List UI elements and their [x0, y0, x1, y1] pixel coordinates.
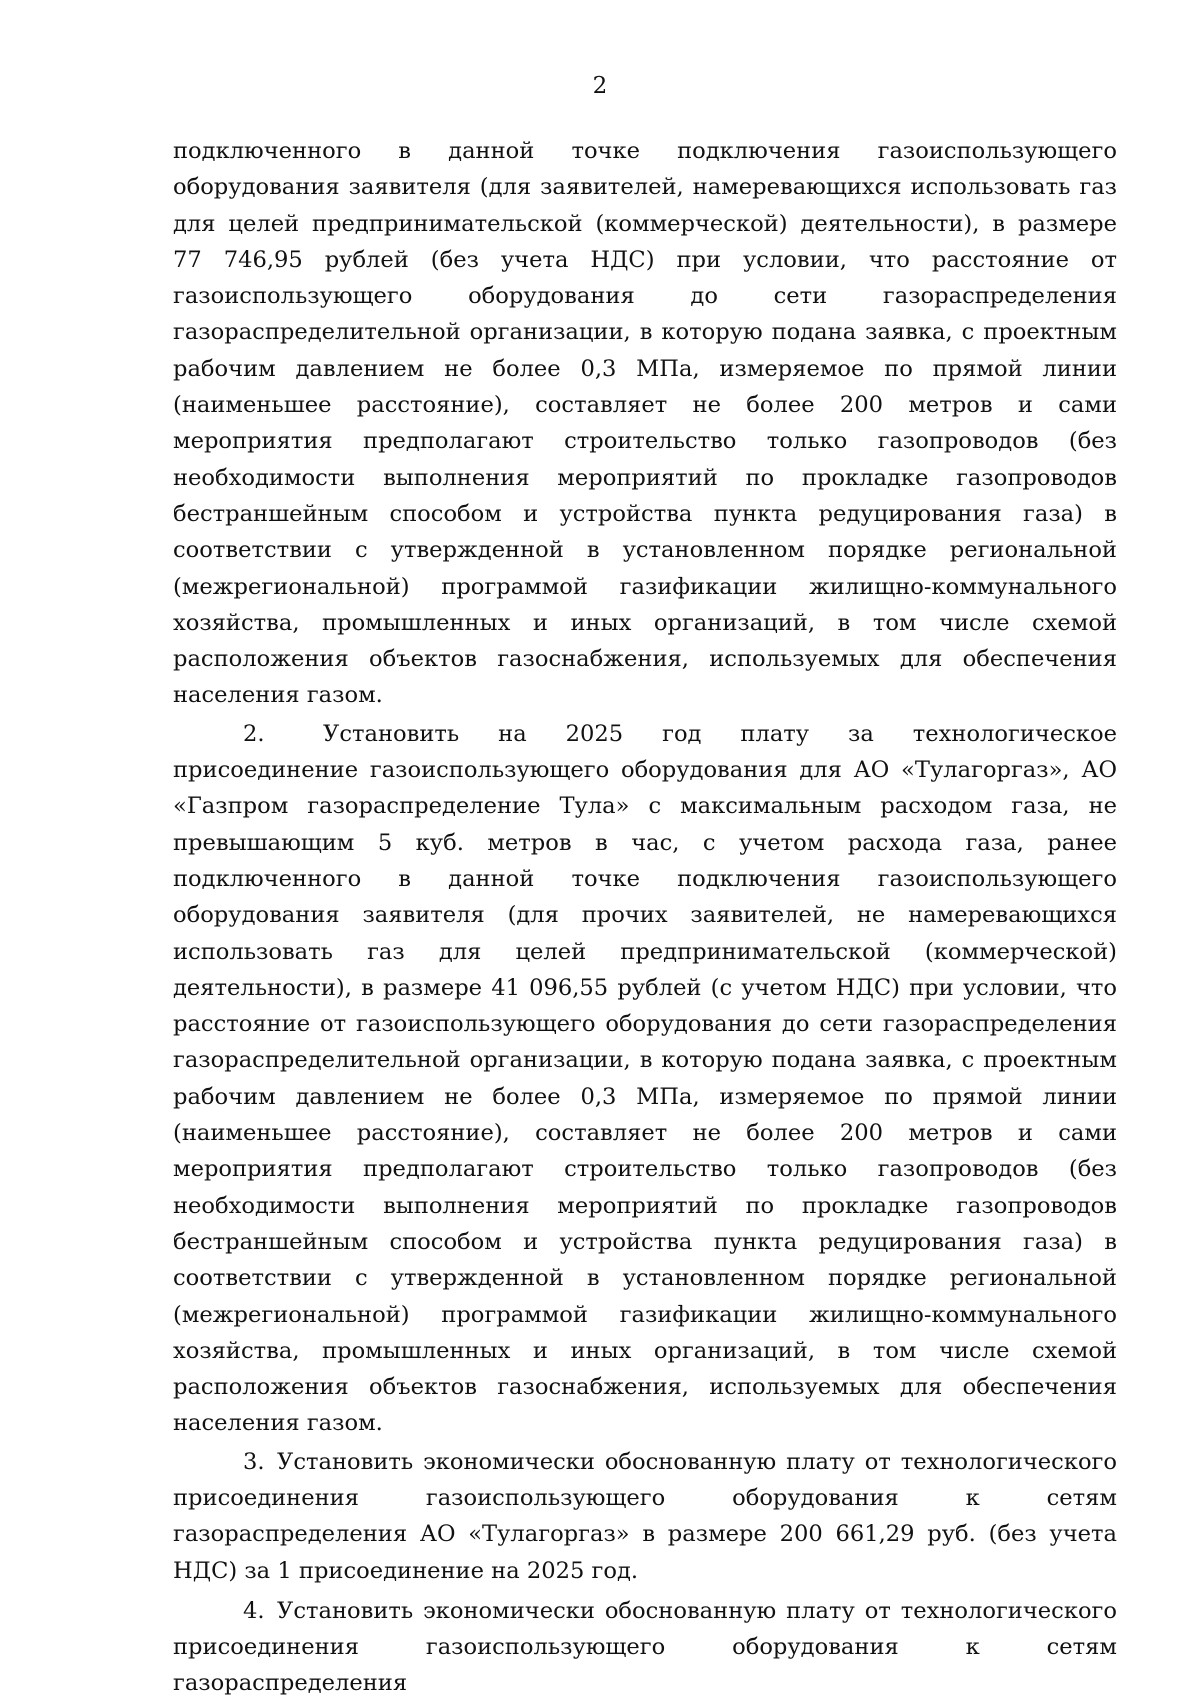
paragraph-3 [173, 1444, 1117, 1589]
paragraph-text: Установить экономически обоснованную плату от технологического присоединения газоиспользующего оборудования к сетям газораспределения [173, 1597, 1117, 1697]
paragraph-1-continuation [173, 133, 1117, 714]
page-number: 2 [592, 73, 608, 99]
paragraph-text: Установить экономически обоснованную плату от технологического присоединения газоиспользующего оборудования к сетям газораспределения АО «Тулагоргаз» в размере 200 661,29 руб. (без учета НДС) за 1 присоединение на 2025 год. [173, 1448, 1117, 1584]
paragraph-text: подключенного в данной точке подключения газоиспользующего оборудования заявителя (для заявителей, намеревающихся использовать газ для целей предпринимательской (коммерческой) деятельности), в размере 77 746,95 рублей (без учета НДС) при условии, что расстояние от газоиспользующего оборудования до сети газораспределения газораспределительной организации, в которую подана заявка, с проектным рабочим давлением не более 0,3 МПа, измеряемое по прямой линии (наименьшее расстояние), составляет не более 200 метров и сами мероприятия предполагают строительство только газопроводов (без необходимости выполнения мероприятий по прокладке газопроводов бестраншейным способом и устройства пункта редуцирования газа) в соответствии с утвержденной в установленном порядке региональной (межрегиональной) программой газификации жилищно-коммунального хозяйства, промышленных и иных организаций, в том числе схемой расположения объектов газоснабжения, используемых для обеспечения населения газом. [173, 138, 1117, 709]
paragraph-number: 2. [243, 720, 265, 747]
paragraph-number: 3. [243, 1448, 265, 1475]
paragraph-4 [173, 1593, 1117, 1702]
paragraph-text: Установить на 2025 год плату за технологическое присоединение газоиспользующего оборудования для АО «Тулагоргаз», АО «Газпром газораспределение Тула» с максимальным расходом газа, не превышающим 5 куб. метров в час, с учетом расхода газа, ранее подключенного в данной точке подключения газоиспользующего оборудования заявителя (для прочих заявителей, не намеревающихся использовать газ для целей предпринимательской (коммерческой) деятельности), в размере 41 096,55 рублей (с учетом НДС) при условии, что расстояние от газоиспользующего оборудования до сети газораспределения газораспределительной организации, в которую подана заявка, с проектным рабочим давлением не более 0,3 МПа, измеряемое по прямой линии (наименьшее расстояние), составляет не более 200 метров и сами мероприятия предполагают строительство только газопроводов (без необходимости выполнения мероприятий по прокладке газопроводов бестраншейным способом и устройства пункта редуцирования газа) в соответствии с утвержденной в установленном порядке региональной (межрегиональной) программой газификации жилищно-коммунального хозяйства, промышленных и иных организаций, в том числе схемой расположения объектов газоснабжения, используемых для обеспечения населения газом. [173, 720, 1117, 1437]
document-body [173, 133, 1117, 1702]
paragraph-number: 4. [243, 1597, 265, 1624]
paragraph-2 [173, 716, 1117, 1442]
